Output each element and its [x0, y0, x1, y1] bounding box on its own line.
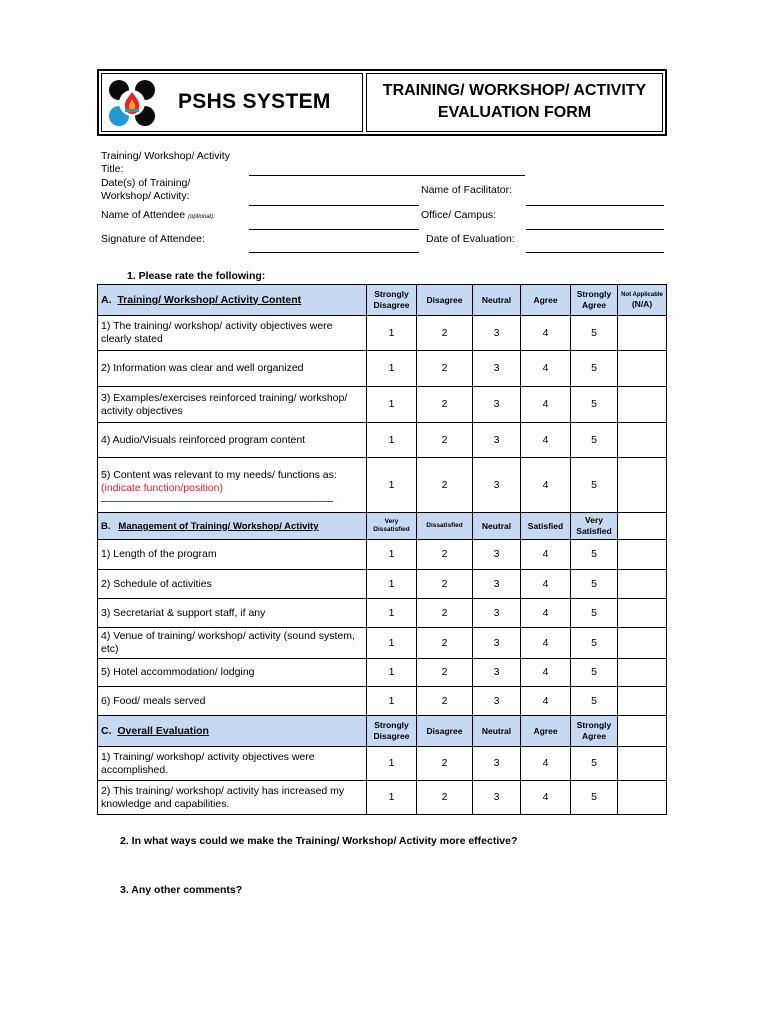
dates-label-line-2: Workshop/ Activity:: [101, 190, 190, 202]
rating-option-4[interactable]: 4: [521, 781, 571, 815]
office-label: Office/ Campus:: [421, 209, 497, 221]
rating-option-na[interactable]: [618, 687, 667, 716]
rating-option-4[interactable]: 4: [521, 570, 571, 599]
rating-option-4[interactable]: 4: [521, 747, 571, 781]
rating-option-na[interactable]: [618, 351, 667, 387]
rating-option-5[interactable]: 5: [571, 351, 618, 387]
rating-option-4[interactable]: 4: [521, 458, 571, 513]
header-very-dissatisfied: Very Dissatisfied: [367, 513, 417, 540]
rating-option-2[interactable]: 2: [417, 540, 473, 570]
section-c-title: C. Overall Evaluation: [101, 724, 209, 737]
signature-input-line[interactable]: [249, 252, 419, 253]
rating-option-3[interactable]: 3: [473, 687, 521, 716]
na-header-text: Not Applicable: [621, 291, 663, 298]
rating-option-2[interactable]: 2: [417, 628, 473, 659]
rating-option-1[interactable]: 1: [367, 387, 417, 423]
rating-option-3[interactable]: 3: [473, 351, 521, 387]
section-b-header-empty: [618, 513, 667, 540]
rating-option-2[interactable]: 2: [417, 570, 473, 599]
title-label-line-2: Title:: [101, 163, 124, 175]
form-title-line-1: TRAINING/ WORKSHOP/ ACTIVITY: [382, 82, 647, 99]
rating-option-4[interactable]: 4: [521, 351, 571, 387]
attendee-input-line[interactable]: [249, 229, 419, 230]
section-b-header: [98, 513, 667, 540]
section-b-item-1: 1) Length of the program: [98, 540, 367, 570]
rating-option-na[interactable]: [618, 570, 667, 599]
title-label-line-1: Training/ Workshop/ Activity: [101, 150, 230, 162]
rating-option-2[interactable]: 2: [417, 747, 473, 781]
rating-option-5[interactable]: 5: [571, 570, 618, 599]
table-row: [98, 781, 667, 815]
header-neutral: Neutral: [473, 285, 521, 316]
section-b-item-4: 4) Venue of training/ workshop/ activity (sound system, etc): [98, 628, 367, 659]
title-input-line[interactable]: [249, 175, 525, 176]
date-eval-label: Date of Evaluation:: [426, 233, 515, 245]
header-disagree: Disagree: [417, 285, 473, 316]
question-2: 2. In what ways could we make the Training/ Workshop/ Activity more effective?: [120, 835, 518, 847]
rating-option-1[interactable]: 1: [367, 781, 417, 815]
dates-label: [101, 177, 190, 203]
rating-option-5[interactable]: 5: [571, 387, 618, 423]
header-dissatisfied: Dissatisfied: [417, 513, 473, 540]
section-a-title-cell: [98, 285, 367, 316]
table-row: [98, 423, 667, 458]
header-satisfied: Satisfied: [521, 513, 571, 540]
rating-option-3[interactable]: 3: [473, 423, 521, 458]
table-row: [98, 599, 667, 628]
rating-option-2[interactable]: 2: [417, 659, 473, 687]
rating-option-5[interactable]: 5: [571, 540, 618, 570]
function-position-input-line[interactable]: [101, 501, 333, 502]
header-strongly-agree: Strongly Agree: [571, 716, 618, 747]
header-brand-box: [101, 73, 363, 132]
title-label: [101, 150, 230, 176]
rating-option-3[interactable]: 3: [473, 540, 521, 570]
attendee-optional-note: (optional):: [187, 214, 215, 220]
rating-option-5[interactable]: 5: [571, 659, 618, 687]
section-b-item-2: 2) Schedule of activities: [98, 570, 367, 599]
section-b-title-cell: [98, 513, 367, 540]
rating-option-4[interactable]: 4: [521, 659, 571, 687]
rating-option-5[interactable]: 5: [571, 781, 618, 815]
section-c-item-1: 1) Training/ workshop/ activity objectives were accomplished.: [98, 747, 367, 781]
question-1-heading: 1. Please rate the following:: [127, 270, 266, 282]
section-a-item-2: 2) Information was clear and well organized: [98, 351, 367, 387]
rating-option-na[interactable]: [618, 423, 667, 458]
signature-label: Signature of Attendee:: [101, 233, 205, 245]
rating-option-2[interactable]: 2: [417, 781, 473, 815]
rating-option-na[interactable]: [618, 659, 667, 687]
rating-option-5[interactable]: 5: [571, 599, 618, 628]
header-not-applicable: [618, 285, 667, 316]
header-agree: Agree: [521, 716, 571, 747]
rating-option-2[interactable]: 2: [417, 599, 473, 628]
header-disagree: Disagree: [417, 716, 473, 747]
rating-option-2[interactable]: 2: [417, 387, 473, 423]
section-a-item-5: 5) Content was relevant to my needs/ functions as:: [101, 468, 337, 481]
facilitator-input-line[interactable]: [526, 205, 664, 206]
function-position-note: (indicate function/position): [101, 481, 223, 494]
attendee-label-text: Name of Attendee: [101, 209, 186, 221]
rating-option-3[interactable]: 3: [473, 659, 521, 687]
rating-option-1[interactable]: 1: [367, 747, 417, 781]
section-b-item-6: 6) Food/ meals served: [98, 687, 367, 716]
section-a-item-3: 3) Examples/exercises reinforced training/ workshop/ activity objectives: [98, 387, 367, 423]
header-strongly-agree: Strongly Agree: [571, 285, 618, 316]
section-c-title-cell: [98, 716, 367, 747]
header-agree: Agree: [521, 285, 571, 316]
section-c-header-empty: [618, 716, 667, 747]
office-input-line[interactable]: [526, 229, 664, 230]
section-a-header: [98, 285, 667, 316]
rating-option-5[interactable]: 5: [571, 628, 618, 659]
rating-option-na[interactable]: [618, 781, 667, 815]
rating-option-1[interactable]: 1: [367, 351, 417, 387]
rating-option-5[interactable]: 5: [571, 747, 618, 781]
section-a-item-1: 1) The training/ workshop/ activity objectives were clearly stated: [98, 316, 367, 351]
rating-option-1[interactable]: 1: [367, 628, 417, 659]
rating-option-3[interactable]: 3: [473, 316, 521, 351]
rating-option-2[interactable]: 2: [417, 687, 473, 716]
header-strongly-disagree: Strongly Disagree: [367, 285, 417, 316]
pshs-logo-icon: [108, 79, 156, 127]
table-row: [98, 628, 667, 659]
rating-option-3[interactable]: 3: [473, 570, 521, 599]
rating-option-1[interactable]: 1: [367, 570, 417, 599]
rating-option-3[interactable]: 3: [473, 599, 521, 628]
rating-option-5[interactable]: 5: [571, 687, 618, 716]
section-c-item-2: 2) This training/ workshop/ activity has increased my knowledge and capabilities.: [98, 781, 367, 815]
rating-option-na[interactable]: [618, 540, 667, 570]
rating-option-2[interactable]: 2: [417, 316, 473, 351]
section-b-item-5: 5) Hotel accommodation/ lodging: [98, 659, 367, 687]
rating-option-5[interactable]: 5: [571, 423, 618, 458]
section-a-item-5-cell: [98, 458, 367, 513]
rating-option-1[interactable]: 1: [367, 659, 417, 687]
rating-option-4[interactable]: 4: [521, 599, 571, 628]
rating-option-na[interactable]: [618, 316, 667, 351]
facilitator-label: Name of Facilitator:: [421, 184, 513, 196]
rating-option-2[interactable]: 2: [417, 351, 473, 387]
form-header: [97, 69, 667, 136]
form-title: [366, 73, 663, 132]
rating-option-3[interactable]: 3: [473, 458, 521, 513]
rating-option-4[interactable]: 4: [521, 628, 571, 659]
table-row: [98, 351, 667, 387]
rating-option-na[interactable]: [618, 458, 667, 513]
dates-input-line[interactable]: [249, 205, 419, 206]
rating-option-3[interactable]: 3: [473, 747, 521, 781]
rating-option-na[interactable]: [618, 599, 667, 628]
question-3: 3. Any other comments?: [120, 884, 243, 896]
system-name: PSHS SYSTEM: [178, 90, 331, 113]
rating-table: [97, 284, 667, 815]
rating-option-2[interactable]: 2: [417, 423, 473, 458]
rating-option-4[interactable]: 4: [521, 687, 571, 716]
rating-option-4[interactable]: 4: [521, 540, 571, 570]
table-row: [98, 659, 667, 687]
rating-option-1[interactable]: 1: [367, 458, 417, 513]
rating-option-4[interactable]: 4: [521, 316, 571, 351]
rating-option-na[interactable]: [618, 747, 667, 781]
rating-option-1[interactable]: 1: [367, 423, 417, 458]
rating-option-3[interactable]: 3: [473, 781, 521, 815]
header-strongly-disagree: Strongly Disagree: [367, 716, 417, 747]
header-neutral: Neutral: [473, 513, 521, 540]
table-row: [98, 570, 667, 599]
rating-option-1[interactable]: 1: [367, 687, 417, 716]
rating-option-1[interactable]: 1: [367, 316, 417, 351]
section-a-item-4: 4) Audio/Visuals reinforced program content: [98, 423, 367, 458]
form-title-line-2: EVALUATION FORM: [437, 104, 592, 121]
table-row: [98, 687, 667, 716]
rating-option-na[interactable]: [618, 628, 667, 659]
dates-label-line-1: Date(s) of Training/: [101, 177, 191, 189]
rating-option-na[interactable]: [618, 387, 667, 423]
header-neutral: Neutral: [473, 716, 521, 747]
attendee-label: [101, 209, 215, 224]
rating-option-1[interactable]: 1: [367, 540, 417, 570]
rating-option-1[interactable]: 1: [367, 599, 417, 628]
rating-option-4[interactable]: 4: [521, 423, 571, 458]
table-row: [98, 316, 667, 351]
section-a-title: A. Training/ Workshop/ Activity Content: [101, 293, 302, 306]
table-row: [98, 540, 667, 570]
section-b-title: B. Management of Training/ Workshop/ Activity: [101, 520, 319, 532]
table-row: [98, 458, 667, 513]
rating-option-4[interactable]: 4: [521, 387, 571, 423]
rating-option-5[interactable]: 5: [571, 316, 618, 351]
rating-option-5[interactable]: 5: [571, 458, 618, 513]
section-c-header: [98, 716, 667, 747]
na-header-abbrev: (N/A): [631, 298, 653, 309]
rating-option-3[interactable]: 3: [473, 628, 521, 659]
rating-option-2[interactable]: 2: [417, 458, 473, 513]
header-very-satisfied: Very Satisfied: [571, 513, 618, 540]
table-row: [98, 747, 667, 781]
section-b-item-3: 3) Secretariat & support staff, if any: [98, 599, 367, 628]
table-row: [98, 387, 667, 423]
date-eval-input-line[interactable]: [526, 252, 664, 253]
rating-option-3[interactable]: 3: [473, 387, 521, 423]
